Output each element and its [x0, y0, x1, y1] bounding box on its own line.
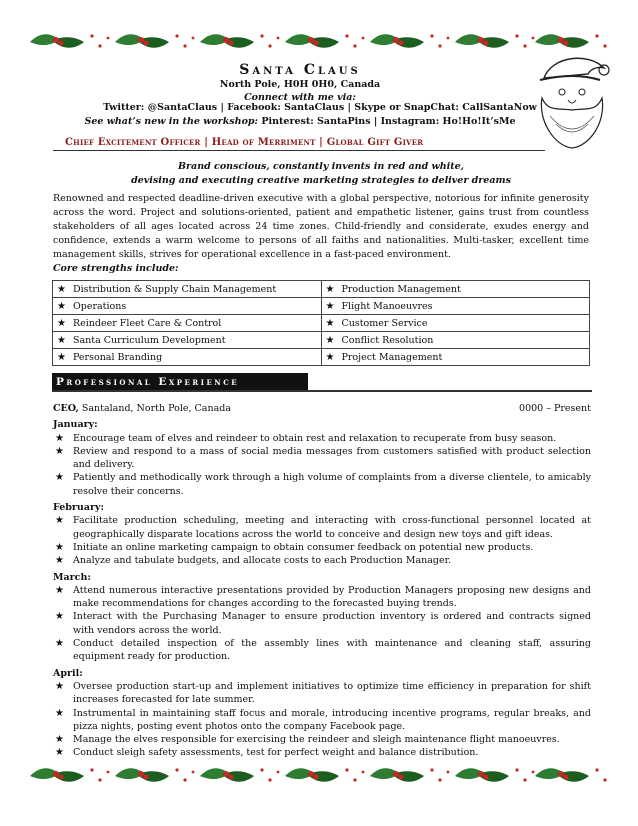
strength-label: Customer Service [341, 317, 428, 329]
role-org: Santaland, North Pole, Canada [78, 403, 231, 414]
brand-statement [53, 160, 589, 188]
strength-cell [321, 349, 590, 366]
bullet-text: Conduct sleigh safety assessments, test for perfect weight and balance distribution. [73, 747, 479, 759]
resume-header [50, 62, 550, 104]
strength-cell [321, 315, 590, 332]
list-item [53, 610, 591, 637]
strength-cell [53, 298, 322, 315]
star-icon: ★ [57, 300, 66, 312]
address: North Pole, H0H 0H0, Canada [219, 79, 381, 90]
strength-cell [321, 281, 590, 298]
connect-label: Connect with me via: [244, 92, 356, 103]
bullet-text: Analyze and tabulate budgets, and allocate costs to each Production Manager. [73, 555, 452, 567]
holly-garland-icon [30, 28, 610, 54]
table-row [53, 349, 590, 366]
holly-garland-icon [30, 762, 610, 788]
star-icon: ★ [57, 283, 66, 295]
strength-cell [53, 349, 322, 366]
summary [53, 192, 589, 276]
section-heading-experience: Professional Experience [52, 373, 308, 391]
list-item [53, 680, 591, 707]
table-row [53, 315, 590, 332]
star-icon: ★ [55, 445, 64, 457]
strength-label: Distribution & Supply Chain Management [72, 283, 277, 295]
workshop-label: See what’s new in the workshop: [84, 116, 259, 127]
core-strengths-table [52, 280, 590, 366]
strength-label: Santa Curriculum Development [72, 334, 226, 346]
experience-section [53, 402, 591, 760]
month-heading: January: [53, 419, 98, 431]
list-item [53, 584, 591, 611]
strength-label: Operations [72, 300, 127, 312]
star-icon: ★ [55, 611, 64, 623]
list-item [53, 514, 591, 541]
star-icon: ★ [55, 584, 64, 596]
role-title-org [53, 402, 231, 415]
strength-cell [321, 298, 590, 315]
bullet-text: Conduct detailed inspection of the assembly lines with maintenance and cleaning staff, assuring equipment ready for production. [73, 638, 591, 663]
star-icon: ★ [55, 541, 64, 553]
table-row [53, 281, 590, 298]
star-icon: ★ [55, 747, 64, 759]
month-heading: April: [53, 667, 83, 679]
strength-cell [53, 332, 322, 349]
strength-cell [53, 281, 322, 298]
list-item [53, 541, 591, 554]
star-icon: ★ [57, 317, 66, 329]
list-item [53, 733, 591, 746]
star-icon: ★ [55, 680, 64, 692]
month-heading: February: [53, 502, 105, 514]
social-links: Twitter: @SantaClaus | Facebook: SantaClaus | Skype or SnapChat: CallSantaNow [103, 102, 537, 113]
workshop-handles: Pinterest: SantaPins | Instagram: Ho!Ho!It’sMe [258, 116, 516, 127]
table-row [53, 332, 590, 349]
bullet-text: Initiate an online marketing campaign to obtain consumer feedback on potential new products. [73, 541, 534, 553]
brand-line-2: devising and executing creative marketing strategies to deliver dreams [131, 175, 511, 186]
role-title: CEO, [53, 403, 79, 414]
bullet-text: Attend numerous interactive presentations provided by Production Managers proposing new designs and make recommendations for changes according to the forecasted buying trends. [73, 584, 591, 610]
month-heading: March: [53, 571, 91, 583]
star-icon: ★ [55, 472, 64, 484]
list-item [53, 471, 591, 498]
candidate-name: Santa Claus [239, 62, 361, 78]
star-icon: ★ [55, 734, 64, 746]
bullet-text: Oversee production start-up and implement initiatives to optimize time efficiency in preparation for shift increases forecasted for late summer. [73, 680, 591, 706]
strength-label: Flight Manoeuvres [341, 300, 433, 312]
star-icon: ★ [55, 555, 64, 567]
bullet-text: Facilitate production scheduling, meeting and interacting with cross-functional personnel located at geographically disparate locations across the world to conceive and design new toys and gift ideas. [73, 515, 591, 540]
list-item [53, 432, 591, 445]
bullet-list [53, 680, 591, 760]
section-divider [52, 390, 592, 392]
strength-label: Production Management [341, 283, 461, 295]
star-icon: ★ [55, 638, 64, 650]
star-icon: ★ [55, 707, 64, 719]
bullet-text: Patiently and methodically work through a high volume of complaints from a diverse clientele, to amicably resolve their concerns. [73, 472, 591, 497]
star-icon: ★ [325, 283, 335, 295]
star-icon: ★ [57, 351, 66, 363]
star-icon: ★ [325, 300, 335, 312]
star-icon: ★ [325, 317, 335, 329]
star-icon: ★ [57, 334, 66, 346]
bullet-list [53, 584, 591, 664]
strength-label: Reindeer Fleet Care & Control [72, 317, 222, 329]
core-strengths-label: Core strengths include: [53, 263, 179, 274]
strength-label: Project Management [341, 351, 443, 363]
strength-cell [53, 315, 322, 332]
summary-text: Renowned and respected deadline-driven executive with a global perspective, notorious for infinite generosity across the word. Project and solutions-oriented, patient and empathetic listener, gains trust from countless stakeholders of all ages located across 24 time zones. Child-friendly and considerate, exudes energy and confidence, extends a warm welcome to persons of all faiths and nationalities. Multi-tasker, excellent time management skills, strives for operational excellence in a fast-paced environment. [53, 193, 589, 260]
table-row [53, 298, 590, 315]
star-icon: ★ [325, 351, 335, 363]
bullet-text: Interact with the Purchasing Manager to ensure production inventory is ordered and contracts signed with vendors across the world. [73, 611, 591, 636]
list-item [53, 746, 591, 759]
bullet-list [53, 432, 591, 498]
strength-label: Conflict Resolution [341, 334, 434, 346]
strength-cell [321, 332, 590, 349]
star-icon: ★ [55, 515, 64, 527]
list-item [53, 637, 591, 664]
job-titles: Chief Excitement Officer | Head of Merriment | Global Gift Giver [53, 133, 545, 151]
list-item [53, 707, 591, 734]
bullet-text: Manage the elves responsible for exercising the reindeer and sleigh maintenance flight manoeuvres. [73, 734, 560, 746]
bullet-text: Encourage team of elves and reindeer to obtain rest and relaxation to recuperate from busy season. [73, 432, 557, 444]
bullet-list [53, 514, 591, 567]
bullet-text: Review and respond to a mass of social media messages from customers satisfied with product selection and delivery. [73, 445, 591, 471]
workshop-links [40, 115, 560, 129]
role-dates: 0000 – Present [519, 403, 591, 414]
list-item [53, 554, 591, 567]
star-icon: ★ [55, 432, 64, 444]
list-item [53, 445, 591, 472]
brand-line-1: Brand conscious, constantly invents in red and white, [178, 161, 464, 172]
strength-label: Personal Branding [72, 351, 163, 363]
star-icon: ★ [325, 334, 335, 346]
role-line [53, 402, 591, 415]
bullet-text: Instrumental in maintaining staff focus and morale, introducing incentive programs, regular breaks, and pizza nights, posting event photos onto the company Facebook page. [73, 707, 591, 732]
